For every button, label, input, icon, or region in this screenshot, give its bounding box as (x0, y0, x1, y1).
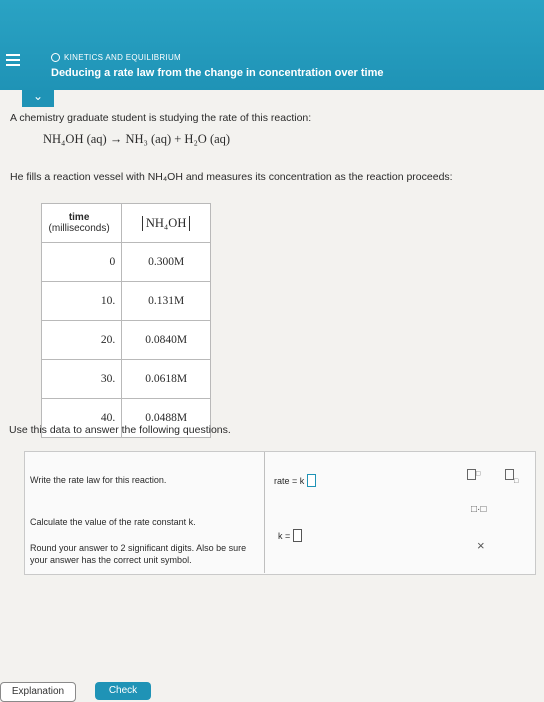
time-unit-label: (milliseconds) (48, 223, 110, 234)
question-panel (24, 451, 536, 575)
time-cell: 30. (42, 360, 122, 399)
clear-icon[interactable]: × (477, 538, 485, 553)
explanation-button[interactable]: Explanation (0, 682, 76, 702)
topic-label: KINETICS AND EQUILIBRIUM (64, 53, 181, 62)
rate-constant-answer (278, 529, 302, 542)
subscript-tool-icon[interactable]: □ (505, 469, 518, 485)
rate-constant-input[interactable] (293, 529, 302, 542)
table-row (42, 321, 211, 360)
time-header-label: time (68, 212, 90, 223)
conc-cell: 0.131M (122, 282, 211, 321)
intro-text: A chemistry graduate student is studying the rate of this reaction: (10, 112, 312, 124)
math-toolbar (309, 452, 534, 573)
question-rate-constant (30, 517, 196, 527)
rate-constant-label: k = (278, 530, 291, 541)
bottom-bar (0, 682, 544, 700)
rounding-instruction: Round your answer to 2 significant digits. Also be sure your answer has the correct unit symbol. (30, 543, 247, 565)
rate-law-label: rate = k (274, 475, 305, 486)
collapse-chevron-icon[interactable]: ⌄ (22, 90, 54, 107)
table-row (42, 360, 211, 399)
table-row (42, 282, 211, 321)
table-row (42, 243, 211, 282)
question-rate-constant-text: Calculate the value of the rate constant k. (30, 517, 196, 527)
time-header (42, 204, 122, 243)
table-header-row (42, 204, 211, 243)
superscript-tool-icon[interactable]: □ (467, 469, 480, 483)
conc-cell: 0.300M (122, 243, 211, 282)
use-data-text: Use this data to answer the following questions. (9, 424, 231, 436)
reaction-equation: NH₄OH (aq) → NH₃ (aq) + H₂O (aq) (43, 132, 231, 146)
time-cell: 10. (42, 282, 122, 321)
time-cell: 40. (42, 399, 122, 438)
panel-divider (264, 452, 265, 573)
header-bar (0, 0, 544, 90)
menu-icon[interactable] (6, 54, 20, 68)
conc-header (122, 204, 211, 243)
conc-cell: 0.0840M (122, 321, 211, 360)
time-cell: 0 (42, 243, 122, 282)
multiply-dot-tool-icon[interactable]: □·□ (471, 504, 487, 515)
conc-cell: 0.0488M (122, 399, 211, 438)
concentration-table (41, 203, 211, 438)
time-cell: 20. (42, 321, 122, 360)
topic-row (51, 53, 181, 62)
conc-header-label: NH₄OH (142, 216, 190, 231)
progress-circle-icon (51, 53, 60, 62)
page-title: Deducing a rate law from the change in concentration over time (51, 67, 384, 79)
check-button[interactable]: Check (95, 682, 151, 700)
fills-text: He fills a reaction vessel with NH₄OH and measures its concentration as the reaction proceeds: (10, 171, 453, 183)
conc-cell: 0.0618M (122, 360, 211, 399)
question-rate-law: Write the rate law for this reaction. (30, 475, 167, 485)
